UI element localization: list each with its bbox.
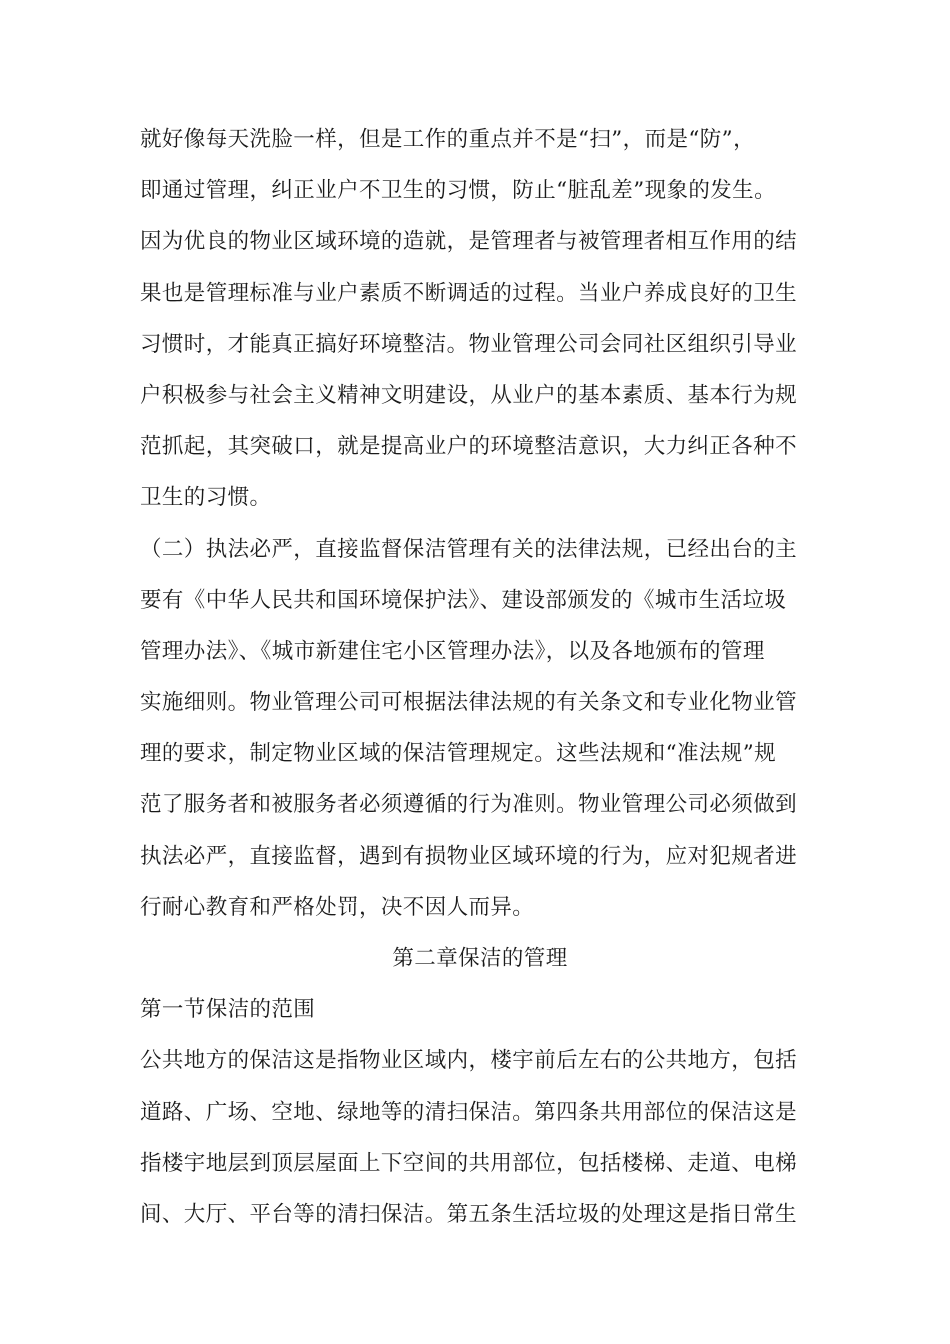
paragraph-line: 理的要求，制定物业区域的保洁管理规定。这些法规和“准法规”规 <box>140 741 776 767</box>
paragraph-line: 指楼宇地层到顶层屋面上下空间的共用部位，包括楼梯、走道、电梯 <box>140 1150 798 1176</box>
paragraph-line: 范抓起，其突破口，就是提高业户的环境整洁意识，大力纠正各种不 <box>140 434 798 460</box>
paragraph-line: 实施细则。物业管理公司可根据法律法规的有关条文和专业化物业管 <box>140 690 798 716</box>
paragraph-line: 习惯时，才能真正搞好环境整洁。物业管理公司会同社区组织引导业 <box>140 331 798 357</box>
chapter-heading: 第二章保洁的管理 <box>392 946 568 971</box>
paragraph-line: 间、大厅、平台等的清扫保洁。第五条生活垃圾的处理这是指日常生 <box>140 1201 798 1227</box>
paragraph-line: 执法必严，直接监督，遇到有损物业区域环境的行为，应对犯规者进 <box>140 843 798 869</box>
paragraph-line: 道路、广场、空地、绿地等的清扫保洁。第四条共用部位的保洁这是 <box>140 1099 798 1125</box>
paragraph-line: 就好像每天洗脸一样，但是工作的重点并不是“扫”，而是“防”， <box>140 127 755 152</box>
paragraph-line: 要有《中华人民共和国环境保护法》、建设部颁发的《城市生活垃圾 <box>140 587 787 613</box>
paragraph-line: 行耐心教育和严格处罚，决不因人而异。 <box>140 894 535 920</box>
paragraph-line: 公共地方的保洁这是指物业区域内，楼宇前后左右的公共地方，包括 <box>140 1048 798 1074</box>
paragraph-line: 果也是管理标准与业户素质不断调适的过程。当业户养成良好的卫生 <box>140 280 798 306</box>
paragraph-line: 即通过管理，纠正业户不卫生的习惯，防止“脏乱差”现象的发生。 <box>140 178 776 204</box>
paragraph-line: （二）执法必严，直接监督保洁管理有关的法律法规，已经出台的主 <box>140 536 798 562</box>
paragraph-line: 管理办法》、《城市新建住宅小区管理办法》，以及各地颁布的管理 <box>140 638 765 664</box>
paragraph-line: 卫生的习惯。 <box>140 485 272 511</box>
paragraph-line: 因为优良的物业区域环境的造就，是管理者与被管理者相互作用的结 <box>140 229 798 255</box>
section-heading: 第一节保洁的范围 <box>140 997 316 1023</box>
paragraph-line: 范了服务者和被服务者必须遵循的行为准则。物业管理公司必须做到 <box>140 792 798 818</box>
document-body <box>140 114 820 1240</box>
paragraph-line: 户积极参与社会主义精神文明建设，从业户的基本素质、基本行为规 <box>140 382 798 408</box>
